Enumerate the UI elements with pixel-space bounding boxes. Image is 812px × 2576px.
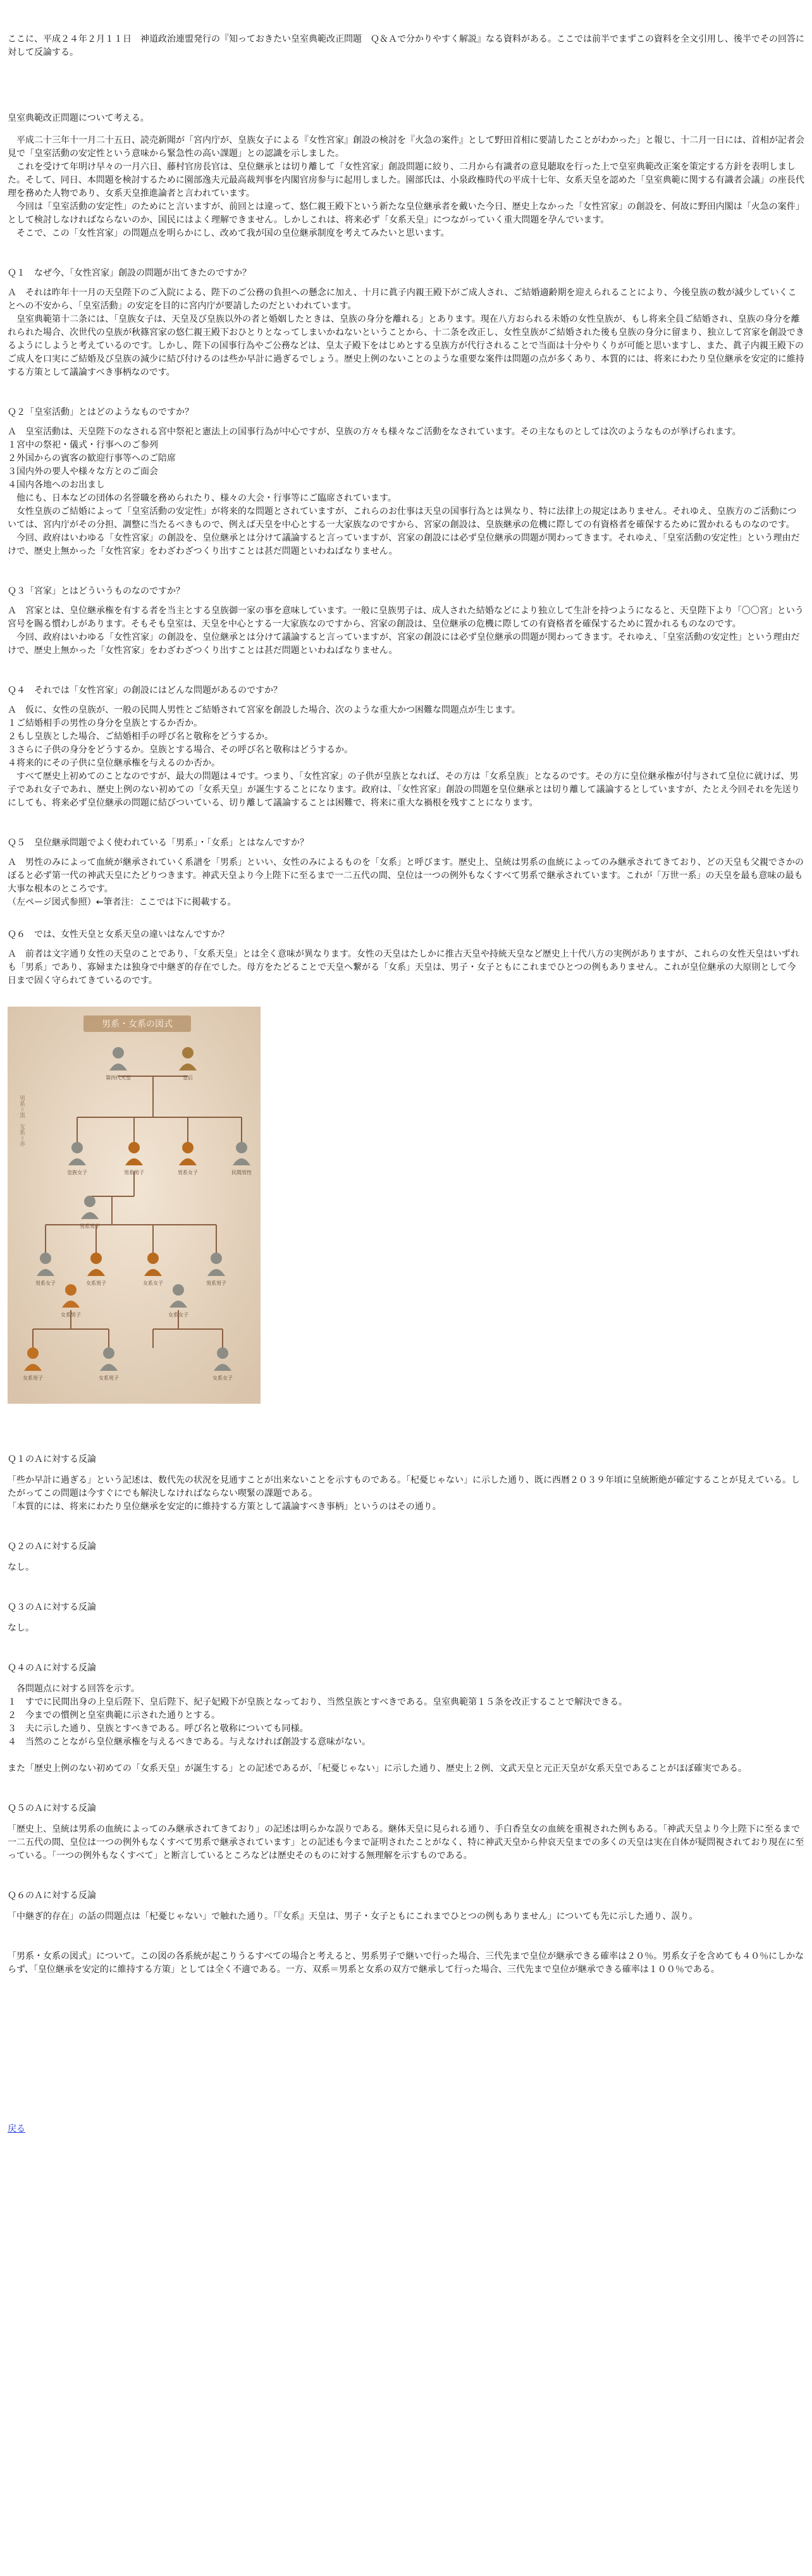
body-paragraph: 平成二十三年十一月二十五日、読売新聞が「宮内庁が、皇族女子による『女性宮家』創設の検討を『火急の案件』として野田首相に要請したことがわかった」と報じ、十二月一日には、首相が記者会見で「皇室活動の安定性という意味から緊急性の高い課題」との認識を示しました。 — [8, 135, 804, 159]
diagram-side-label: 男系＝黒 女系＝赤 — [18, 1095, 25, 1147]
lineage-person-label: 皇族女子 — [67, 1170, 87, 1175]
lineage-person-label: 女系男子 — [23, 1375, 43, 1381]
rebuttal-text: 各問題点に対する回答を示す。 １ すでに民間出身の上皇后陛下、皇后陛下、紀子妃殿下が皇族となっており、当然皇族とすべきである。皇室典範第１５条を改正することで解決できる。 ２ 今までの慣例と皇室典範に示された通りとする。 ３ 夫に示した通り、皇族とすべきである。呼び名と敬称についても同様。 ４ 当然のことながら皇位継承権を与えるべきである。与えなければ創設する意味がない。 また「歴史上例のない初めての「女系天皇」が誕生する」との記述であるが、「杞憂じゃない」に示した通り、歴史上２例、文武天皇と元正天皇が女系天皇であることがほぼ確実である。 — [8, 1684, 747, 1774]
body-paragraph: これを受けて年明け早々の一月六日、藤村官房長官は、皇位継承とは切り離して「女性宮家」創設問題に絞り、二月から有識者の意見聴取を行った上で皇室典範改正案を策定する方針を表明しました。そして、同日、本問題を検討するために園部逸夫元最高裁判事を内閣官房参与に起用しました。園部氏は、小泉政権時代の平成十七年、女系天皇を認めた「皇室典範に関する有識者会議」の座長代理を務めた人物であり、女系天皇推進論者と言われています。 — [8, 162, 804, 199]
question-heading: Ｑ６ では、女性天皇と女系天皇の違いはなんですか？ — [8, 929, 229, 940]
answer-text: Ａ 宮家とは、皇位継承権を有する者を当主とする皇族御一家の事を意味しています。一般に皇族男子は、成人された結婚などにより独立して生計を持つようになると、天皇陛下より「〇〇宮」という宮号を賜る慣わしがあります。そもそも皇室は、天皇を中心とする一大家族なのですから、宮家の創設は、皇位継承の危機に際しての有資格者を確保するために置かれるものなのです。 今回、政府はいわゆる「女性宮家」の創設を、皇位継承とは分けて議論すると言っていますが、宮家の創設には必ず皇位継承の問題が関わってきます。それゆえ、「皇室活動の安定性」という理由だけで、歴史上無かった「女性宮家」をわざわざつくり出すことは甚だ問題といわねばなりません。 — [8, 606, 804, 656]
rebuttal-text: 「歴史上、皇統は男系の血統によってのみ継承されてきており」の記述は明らかな誤りである。継体天皇に見られる通り、手白香皇女の血統を重視された例もある。「神武天皇より今上陛下に至るまで一二五代の間、皇位は一つの例外もなくすべて男系で継承されています」との記述も今まで証明されたことがなく、特に神武天皇から仲哀天皇までの多くの天皇は実在自体が疑問視されており現在に至っている。「一つの例外もなくすべて」と断言しているところなどは歴史そのものに対する無理解を示すものである。 — [8, 1824, 804, 1861]
lineage-person-label: 女系男子 — [99, 1375, 119, 1381]
lineage-diagram-photo — [8, 1007, 261, 1404]
question-heading: Ｑ２「皇室活動」とはどのようなものですか？ — [8, 407, 194, 417]
lineage-person-label: 女系男子 — [61, 1312, 81, 1318]
answer-text: Ａ それは昨年十一月の天皇陛下のご入院による、陛下のご公務の負担への懸念に加え、十月に眞子内親王殿下がご成人され、ご結婚適齢期を迎えられることにより、今後皇族の数が減少していくことへの不安から、「皇室活動」の安定を目的に宮内庁が要請したのだといわれています。 皇室典範第十二条には、「皇族女子は、天皇及び皇族以外の者と婚姻したときは、皇族の身分を離れる」とあります。現在八方おられる未婚の女性皇族が、もし将来全員ご結婚され、皇族の身分を離れられた場合、次世代の皇族が秋篠宮家の悠仁親王殿下おひとりとなってしまいかねないということから、十二条を改正し、女性皇族がご結婚された後も皇族の身分に留まり、独立して宮家を創設できるようにしようと考えているのです。しかし、陛下の国事行為やご公務などは、皇太子殿下をはじめとする皇族方が代行されることで当面は十分やりくりが可能と思いますし、また、眞子内親王殿下のご成人を口実にご結婚及び皇族の減少に結び付けるのは些か早計に過ぎるでしょう。歴史上例のないことのような重要な案件は問題の点が多くあり、本質的には、将来にわたり皇位継承を安定的に維持する方策として議論すべき事柄なのです。 — [8, 288, 804, 377]
answer-text: Ａ 前者は文字通り女性の天皇のことであり、「女系天皇」とは全く意味が異なります。女性の天皇はたしかに推古天皇や持統天皇など歴史上十代八方の実例がありますが、これらの女性天皇はいずれも「男系」であり、寡婦または独身で中継ぎ的存在でした。母方をたどることで天皇へ繋がる「女系」天皇は、男子・女子ともにこれまでひとつの例もありません。これが皇位継承の大原則として今日まで固く守られてきているのです。 — [8, 949, 799, 986]
closing-paragraph: 「男系・女系の図式」について。この図の各系統が起こりうるすべての場合と考えると、男系男子で継いで行った場合、三代先まで皇位が継承できる確率は２０％。男系女子を含めても４０％にしかならず、「皇位継承を安定的に維持する方策」としては全く不適である。一方、双系＝男系と女系の双方で継承して行った場合、三代先まで皇位が継承できる確率は１００％である。 — [8, 1951, 804, 1975]
lineage-person-label: 女系女子 — [168, 1312, 188, 1318]
rebuttal-heading: Ｑ１のＡに対する反論 — [8, 1454, 96, 1464]
rebuttal-text: なし。 — [8, 1562, 34, 1573]
lineage-person-label: 男系男子 — [124, 1170, 144, 1175]
answer-text: Ａ 皇室活動は、天皇陛下のなされる宮中祭祀と憲法上の国事行為が中心ですが、皇族の方々も様々なご活動をなされています。その主なものとしては次のようなものが挙げられます。 １宮中の祭祀・儀式・行事へのご参列 ２外国からの賓客の歓迎行事等へのご陪席 ３国内外の要人や様々な方とのご面会 ４国内各地へのお出まし 他にも、日本などの団体の名誉職を務められたり、様々の大会・行事等にご臨席されています。 女性皇族のご結婚によって「皇室活動の安定性」が将来的な問題とされていますが、これらのお仕事は天皇の国事行為とは異なり、特に法律上の規定はありません。それゆえ、皇族方のご活動については、宮内庁がその分担、調整に当たるべきもので、例えば天皇を中心とする一大家族なのですから、宮家の創設は、皇族継承の危機に際しての有資格者を確保するために置かれるものなのです。 今回、政府はいわゆる「女性宮家」の創設を、皇位継承とは分けて議論すると言っていますが、宮家の創設には必ず皇位継承の問題が関わってきます。それゆえ、「皇室活動の安定性」という理由だけで、歴史上無かった「女性宮家」をわざわざつくり出すことは甚だ問題といわねばなりません。 — [8, 427, 800, 556]
lineage-person-label: 男系女子 — [35, 1280, 56, 1286]
answer-text: Ａ 男性のみによって血統が継承されていく系譜を「男系」といい、女性のみによるものを「女系」と呼びます。歴史上、皇統は男系の血統によってのみ継承されてきており、どの天皇も父親でさかのぼると必ず第一代の神武天皇にたどりつきます。神武天皇より今上陛下に至るまで一二五代の間、皇位は一つの例外もなくすべて男系で継承されています。これが「万世一系」の天皇を最も意味の最も大事な根本のところです。 （左ページ図式参照）←筆者注：ここでは下に掲載する。 — [8, 857, 804, 907]
question-heading: Ｑ１ なぜ今、「女性宮家」創設の問題が出てきたのですか？ — [8, 268, 251, 278]
back-link[interactable]: 戻る — [8, 2124, 25, 2134]
rebuttal-text: 「中継ぎ的存在」の話の問題点は「杞憂じゃない」で触れた通り。「『女系』天皇は、男子・女子ともにこれまでひとつの例もありません」についても先に示した通り、誤り。 — [8, 1911, 698, 1922]
lineage-person-label: 男系男子 — [80, 1224, 100, 1229]
lineage-diagram-svg — [8, 1007, 261, 1404]
document-body — [8, 0, 804, 2135]
rebuttal-heading: Ｑ６のＡに対する反論 — [8, 1891, 96, 1901]
body-paragraph: そこで、この「女性宮家」の問題点を明らかにし、改めて我が国の皇位継承制度を考えてみたいと思います。 — [8, 228, 450, 238]
rebuttal-heading: Ｑ２のＡに対する反論 — [8, 1542, 96, 1552]
rebuttal-text: 「些か早計に過ぎる」という記述は、数代先の状況を見通すことが出来ないことを示すものである。「杞憂じゃない」に示した通り、既に西暦２０３９年頃に皇統断絶が確定することが見えている。したがってこの問題は今すぐにでも解決しなければならない喫緊の課題である。 「本質的には、将来にわたり皇位継承を安定的に維持する方策として議論すべき事柄」というのはその通り。 — [8, 1475, 800, 1512]
question-heading: Ｑ４ それでは「女性宮家」の創設にはどんな問題があるのですか？ — [8, 685, 282, 696]
diagram-title: 男系・女系の図式 — [102, 1019, 173, 1029]
answer-text: Ａ 仮に、女性の皇族が、一般の民間人男性とご結婚されて宮家を創設した場合、次のような重大かつ困難な問題点が生じます。 １ご結婚相手の男性の身分を皇族とするか否か。 ２もし皇族とした場合、ご結婚相手の呼び名と敬称をどうするか。 ３さらに子供の身分をどうするか。皇族とする場合、その呼び名と敬称はどうするか。 ４将来的にその子供に皇位継承権を与えるのか否か。 すべて歴史上初めてのことなのですが、最大の問題は４です。つまり、「女性宮家」の子供が皇族となれば、その方は「女系皇族」となるのです。その方に皇位継承権が付与されて皇位に就けば、男子であれ女子であれ、歴史上例のない初めての「女系天皇」が誕生することになります。政府は、「女性宮家」創設の問題を皇位継承とは切り離して議論するとしていますが、たとえ今回それを先送りにしても、将来必ず皇位継承の問題に結びついている、切り離して議論することは困難で、将来に重大な禍根を残すことになります。 — [8, 705, 800, 808]
question-heading: Ｑ５ 皇位継承問題でよく使われている「男系」・「女系」とはなんですか？ — [8, 838, 309, 848]
lineage-person-label: 第四代天皇 — [106, 1075, 131, 1081]
intro-paragraph: ここに、平成２４年２月１１日 神道政治連盟発行の『知っておきたい皇室典範改正問題 Ｑ＆Ａで分かりやすく解説』なる資料がある。ここでは前半でまずこの資料を全文引用し、後半でその回答に対して反論する。 — [8, 34, 804, 58]
lineage-person-label: 女系女子 — [212, 1375, 233, 1381]
lineage-person-label: 女系女子 — [143, 1280, 163, 1286]
section-title: 皇室典範改正問題について考える。 — [8, 113, 149, 123]
lineage-person-label: 男系男子 — [206, 1280, 226, 1286]
rebuttal-text: なし。 — [8, 1623, 34, 1633]
rebuttal-heading: Ｑ５のＡに対する反論 — [8, 1803, 96, 1813]
body-paragraph: 今回は「皇室活動の安定性」のためにと言いますが、前回とは違って、悠仁親王殿下という新たな皇位継承者を戴いた今日、歴史上なかった「女性宮家」の創設を、何故に野田内閣は「火急の案件」として検討しなければならないのか、国民にはよく理解できません。しかしこれは、将来必ず「女系天皇」につながっていく重大問題を孕んでいます。 — [8, 202, 804, 225]
lineage-person-label: 男系女子 — [178, 1170, 198, 1175]
rebuttal-heading: Ｑ３のＡに対する反論 — [8, 1602, 96, 1612]
lineage-person-label: 女系男子 — [86, 1280, 106, 1286]
question-heading: Ｑ３「宮家」とはどういうものなのですか？ — [8, 586, 185, 596]
rebuttal-heading: Ｑ４のＡに対する反論 — [8, 1663, 96, 1673]
lineage-person-label: 民間男性 — [231, 1170, 252, 1175]
lineage-person-label: 皇后 — [183, 1075, 193, 1081]
